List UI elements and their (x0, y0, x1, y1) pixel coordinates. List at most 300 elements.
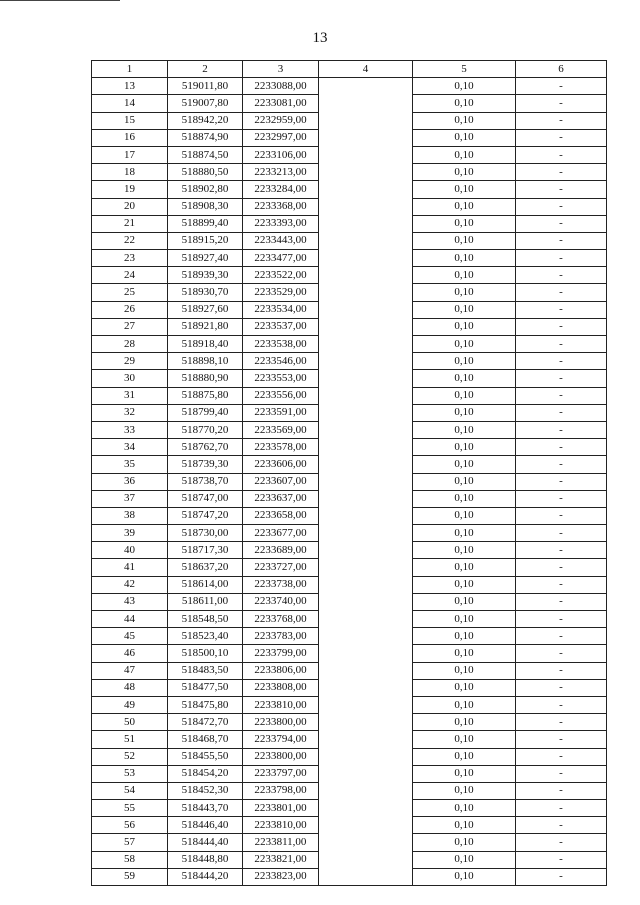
cell-col-4 (319, 800, 413, 817)
cell-y-coordinate: 2233522,00 (243, 267, 319, 284)
cell-accuracy: 0,10 (413, 439, 516, 456)
table-row (92, 628, 607, 645)
cell-col-6: - (516, 507, 607, 524)
table-row (92, 112, 607, 129)
cell-col-6: - (516, 645, 607, 662)
cell-point-number: 54 (92, 782, 168, 799)
cell-point-number: 41 (92, 559, 168, 576)
cell-point-number: 27 (92, 318, 168, 335)
cell-y-coordinate: 2233529,00 (243, 284, 319, 301)
cell-col-4 (319, 387, 413, 404)
scan-speck (268, 851, 270, 852)
table-row (92, 78, 607, 95)
cell-point-number: 59 (92, 868, 168, 885)
cell-y-coordinate: 2233800,00 (243, 714, 319, 731)
cell-x-coordinate: 518468,70 (168, 731, 243, 748)
cell-accuracy: 0,10 (413, 456, 516, 473)
cell-y-coordinate: 2233810,00 (243, 817, 319, 834)
cell-col-4 (319, 473, 413, 490)
cell-accuracy: 0,10 (413, 146, 516, 163)
cell-accuracy: 0,10 (413, 834, 516, 851)
cell-y-coordinate: 2233556,00 (243, 387, 319, 404)
cell-col-4 (319, 198, 413, 215)
table-row (92, 95, 607, 112)
cell-col-4 (319, 112, 413, 129)
cell-x-coordinate: 518738,70 (168, 473, 243, 490)
table-row (92, 525, 607, 542)
table-row (92, 387, 607, 404)
cell-accuracy: 0,10 (413, 782, 516, 799)
cell-accuracy: 0,10 (413, 525, 516, 542)
cell-point-number: 26 (92, 301, 168, 318)
table-row (92, 250, 607, 267)
cell-col-6: - (516, 576, 607, 593)
cell-accuracy: 0,10 (413, 868, 516, 885)
cell-point-number: 40 (92, 542, 168, 559)
cell-accuracy: 0,10 (413, 78, 516, 95)
cell-y-coordinate: 2233606,00 (243, 456, 319, 473)
cell-col-6: - (516, 611, 607, 628)
cell-col-4 (319, 336, 413, 353)
cell-y-coordinate: 2233637,00 (243, 490, 319, 507)
cell-y-coordinate: 2233546,00 (243, 353, 319, 370)
cell-y-coordinate: 2233534,00 (243, 301, 319, 318)
cell-y-coordinate: 2233393,00 (243, 215, 319, 232)
table-row (92, 731, 607, 748)
cell-point-number: 16 (92, 129, 168, 146)
cell-col-6: - (516, 696, 607, 713)
cell-x-coordinate: 518927,60 (168, 301, 243, 318)
header-col-1: 1 (92, 61, 168, 78)
cell-col-6: - (516, 387, 607, 404)
cell-point-number: 39 (92, 525, 168, 542)
cell-accuracy: 0,10 (413, 765, 516, 782)
cell-accuracy: 0,10 (413, 336, 516, 353)
cell-col-4 (319, 851, 413, 868)
table-row (92, 232, 607, 249)
cell-col-4 (319, 404, 413, 421)
cell-col-6: - (516, 112, 607, 129)
cell-y-coordinate: 2233806,00 (243, 662, 319, 679)
cell-y-coordinate: 2233443,00 (243, 232, 319, 249)
cell-col-4 (319, 817, 413, 834)
cell-y-coordinate: 2233798,00 (243, 782, 319, 799)
cell-y-coordinate: 2233808,00 (243, 679, 319, 696)
cell-x-coordinate: 518475,80 (168, 696, 243, 713)
cell-x-coordinate: 518446,40 (168, 817, 243, 834)
coordinates-table (91, 60, 607, 886)
cell-point-number: 13 (92, 78, 168, 95)
table-row (92, 267, 607, 284)
cell-x-coordinate: 518444,40 (168, 834, 243, 851)
cell-col-6: - (516, 78, 607, 95)
cell-x-coordinate: 518874,50 (168, 146, 243, 163)
cell-col-6: - (516, 851, 607, 868)
cell-point-number: 28 (92, 336, 168, 353)
table-row (92, 834, 607, 851)
cell-col-4 (319, 834, 413, 851)
table-row (92, 868, 607, 885)
cell-col-4 (319, 679, 413, 696)
cell-y-coordinate: 2233368,00 (243, 198, 319, 215)
cell-y-coordinate: 2233689,00 (243, 542, 319, 559)
cell-col-6: - (516, 714, 607, 731)
cell-col-4 (319, 353, 413, 370)
cell-y-coordinate: 2232959,00 (243, 112, 319, 129)
cell-accuracy: 0,10 (413, 95, 516, 112)
cell-col-6: - (516, 834, 607, 851)
cell-accuracy: 0,10 (413, 301, 516, 318)
cell-x-coordinate: 518483,50 (168, 662, 243, 679)
cell-point-number: 45 (92, 628, 168, 645)
header-col-5: 5 (413, 61, 516, 78)
cell-accuracy: 0,10 (413, 696, 516, 713)
cell-point-number: 53 (92, 765, 168, 782)
cell-accuracy: 0,10 (413, 576, 516, 593)
cell-accuracy: 0,10 (413, 714, 516, 731)
cell-col-6: - (516, 679, 607, 696)
cell-col-6: - (516, 748, 607, 765)
cell-x-coordinate: 518939,30 (168, 267, 243, 284)
cell-y-coordinate: 2233727,00 (243, 559, 319, 576)
cell-x-coordinate: 518880,50 (168, 164, 243, 181)
cell-col-6: - (516, 370, 607, 387)
cell-col-6: - (516, 336, 607, 353)
cell-point-number: 49 (92, 696, 168, 713)
cell-col-6: - (516, 817, 607, 834)
cell-accuracy: 0,10 (413, 112, 516, 129)
cell-point-number: 43 (92, 593, 168, 610)
table-row (92, 421, 607, 438)
cell-col-4 (319, 662, 413, 679)
table-row (92, 662, 607, 679)
cell-accuracy: 0,10 (413, 198, 516, 215)
cell-point-number: 17 (92, 146, 168, 163)
cell-x-coordinate: 519011,80 (168, 78, 243, 95)
scan-edge-line (0, 0, 120, 1)
cell-col-6: - (516, 782, 607, 799)
cell-x-coordinate: 518637,20 (168, 559, 243, 576)
cell-col-6: - (516, 490, 607, 507)
cell-col-4 (319, 439, 413, 456)
cell-point-number: 48 (92, 679, 168, 696)
cell-x-coordinate: 518614,00 (168, 576, 243, 593)
cell-accuracy: 0,10 (413, 507, 516, 524)
cell-x-coordinate: 518747,00 (168, 490, 243, 507)
cell-col-4 (319, 164, 413, 181)
table-row (92, 301, 607, 318)
table-row (92, 748, 607, 765)
table-row (92, 507, 607, 524)
cell-point-number: 14 (92, 95, 168, 112)
table-row (92, 800, 607, 817)
cell-y-coordinate: 2233578,00 (243, 439, 319, 456)
cell-col-6: - (516, 800, 607, 817)
cell-x-coordinate: 518477,50 (168, 679, 243, 696)
table-row (92, 559, 607, 576)
cell-col-4 (319, 576, 413, 593)
cell-col-6: - (516, 215, 607, 232)
table-row (92, 696, 607, 713)
cell-col-6: - (516, 868, 607, 885)
cell-col-6: - (516, 559, 607, 576)
cell-x-coordinate: 518898,10 (168, 353, 243, 370)
cell-col-6: - (516, 232, 607, 249)
cell-col-6: - (516, 146, 607, 163)
header-col-3: 3 (243, 61, 319, 78)
table-row (92, 456, 607, 473)
cell-point-number: 42 (92, 576, 168, 593)
cell-point-number: 18 (92, 164, 168, 181)
cell-y-coordinate: 2233801,00 (243, 800, 319, 817)
cell-col-4 (319, 78, 413, 95)
cell-x-coordinate: 518899,40 (168, 215, 243, 232)
cell-point-number: 20 (92, 198, 168, 215)
table-row (92, 370, 607, 387)
cell-accuracy: 0,10 (413, 232, 516, 249)
header-row (92, 61, 607, 78)
cell-x-coordinate: 518875,80 (168, 387, 243, 404)
cell-point-number: 25 (92, 284, 168, 301)
cell-accuracy: 0,10 (413, 731, 516, 748)
cell-point-number: 32 (92, 404, 168, 421)
table-row (92, 129, 607, 146)
cell-col-4 (319, 146, 413, 163)
table-row (92, 679, 607, 696)
cell-accuracy: 0,10 (413, 611, 516, 628)
cell-point-number: 58 (92, 851, 168, 868)
table-body (92, 78, 607, 886)
cell-point-number: 24 (92, 267, 168, 284)
cell-point-number: 21 (92, 215, 168, 232)
cell-x-coordinate: 518730,00 (168, 525, 243, 542)
cell-col-4 (319, 232, 413, 249)
cell-col-4 (319, 765, 413, 782)
cell-y-coordinate: 2233740,00 (243, 593, 319, 610)
table-row (92, 765, 607, 782)
cell-accuracy: 0,10 (413, 593, 516, 610)
table-row (92, 611, 607, 628)
cell-point-number: 30 (92, 370, 168, 387)
cell-y-coordinate: 2233797,00 (243, 765, 319, 782)
cell-x-coordinate: 518455,50 (168, 748, 243, 765)
cell-point-number: 50 (92, 714, 168, 731)
page-number: 13 (312, 30, 328, 46)
cell-x-coordinate: 518747,20 (168, 507, 243, 524)
cell-x-coordinate: 518930,70 (168, 284, 243, 301)
cell-col-4 (319, 868, 413, 885)
cell-col-4 (319, 95, 413, 112)
cell-x-coordinate: 518918,40 (168, 336, 243, 353)
cell-col-4 (319, 215, 413, 232)
cell-col-6: - (516, 181, 607, 198)
cell-x-coordinate: 518472,70 (168, 714, 243, 731)
table-row (92, 164, 607, 181)
cell-col-4 (319, 129, 413, 146)
cell-col-6: - (516, 164, 607, 181)
cell-accuracy: 0,10 (413, 164, 516, 181)
cell-x-coordinate: 518874,90 (168, 129, 243, 146)
cell-col-6: - (516, 198, 607, 215)
cell-x-coordinate: 518799,40 (168, 404, 243, 421)
cell-y-coordinate: 2233677,00 (243, 525, 319, 542)
cell-col-4 (319, 542, 413, 559)
cell-x-coordinate: 518548,50 (168, 611, 243, 628)
cell-y-coordinate: 2233768,00 (243, 611, 319, 628)
cell-col-4 (319, 628, 413, 645)
cell-col-4 (319, 318, 413, 335)
cell-accuracy: 0,10 (413, 181, 516, 198)
cell-col-4 (319, 559, 413, 576)
cell-col-4 (319, 301, 413, 318)
cell-x-coordinate: 518500,10 (168, 645, 243, 662)
header-col-2: 2 (168, 61, 243, 78)
cell-accuracy: 0,10 (413, 250, 516, 267)
cell-y-coordinate: 2233783,00 (243, 628, 319, 645)
cell-accuracy: 0,10 (413, 542, 516, 559)
table-row (92, 576, 607, 593)
cell-x-coordinate: 518880,90 (168, 370, 243, 387)
table-header (92, 61, 607, 78)
cell-col-6: - (516, 404, 607, 421)
cell-x-coordinate: 519007,80 (168, 95, 243, 112)
cell-y-coordinate: 2233799,00 (243, 645, 319, 662)
cell-point-number: 29 (92, 353, 168, 370)
cell-col-4 (319, 421, 413, 438)
cell-col-6: - (516, 765, 607, 782)
cell-point-number: 19 (92, 181, 168, 198)
cell-col-4 (319, 507, 413, 524)
cell-y-coordinate: 2233106,00 (243, 146, 319, 163)
cell-y-coordinate: 2233569,00 (243, 421, 319, 438)
cell-accuracy: 0,10 (413, 353, 516, 370)
cell-accuracy: 0,10 (413, 559, 516, 576)
cell-accuracy: 0,10 (413, 490, 516, 507)
table-row (92, 439, 607, 456)
cell-col-6: - (516, 421, 607, 438)
cell-col-6: - (516, 439, 607, 456)
cell-x-coordinate: 518908,30 (168, 198, 243, 215)
cell-accuracy: 0,10 (413, 421, 516, 438)
cell-col-4 (319, 593, 413, 610)
cell-x-coordinate: 518717,30 (168, 542, 243, 559)
cell-x-coordinate: 518443,70 (168, 800, 243, 817)
cell-point-number: 36 (92, 473, 168, 490)
cell-accuracy: 0,10 (413, 129, 516, 146)
cell-col-6: - (516, 731, 607, 748)
cell-x-coordinate: 518448,80 (168, 851, 243, 868)
cell-x-coordinate: 518523,40 (168, 628, 243, 645)
cell-col-4 (319, 284, 413, 301)
cell-x-coordinate: 518762,70 (168, 439, 243, 456)
cell-x-coordinate: 518921,80 (168, 318, 243, 335)
cell-y-coordinate: 2233213,00 (243, 164, 319, 181)
cell-point-number: 55 (92, 800, 168, 817)
table-row (92, 215, 607, 232)
cell-x-coordinate: 518770,20 (168, 421, 243, 438)
table-row (92, 851, 607, 868)
cell-y-coordinate: 2233823,00 (243, 868, 319, 885)
cell-point-number: 46 (92, 645, 168, 662)
cell-x-coordinate: 518454,20 (168, 765, 243, 782)
cell-y-coordinate: 2232997,00 (243, 129, 319, 146)
cell-col-6: - (516, 542, 607, 559)
header-col-4: 4 (319, 61, 413, 78)
cell-x-coordinate: 518915,20 (168, 232, 243, 249)
cell-y-coordinate: 2233081,00 (243, 95, 319, 112)
cell-y-coordinate: 2233658,00 (243, 507, 319, 524)
cell-y-coordinate: 2233794,00 (243, 731, 319, 748)
cell-point-number: 56 (92, 817, 168, 834)
cell-point-number: 34 (92, 439, 168, 456)
table-row (92, 542, 607, 559)
cell-col-6: - (516, 129, 607, 146)
cell-col-4 (319, 267, 413, 284)
cell-x-coordinate: 518452,30 (168, 782, 243, 799)
cell-col-6: - (516, 95, 607, 112)
cell-point-number: 31 (92, 387, 168, 404)
cell-col-6: - (516, 662, 607, 679)
cell-y-coordinate: 2233800,00 (243, 748, 319, 765)
table-row (92, 714, 607, 731)
cell-accuracy: 0,10 (413, 404, 516, 421)
cell-col-4 (319, 645, 413, 662)
table-row (92, 404, 607, 421)
cell-col-4 (319, 696, 413, 713)
cell-accuracy: 0,10 (413, 748, 516, 765)
table-row (92, 473, 607, 490)
cell-col-6: - (516, 456, 607, 473)
cell-y-coordinate: 2233553,00 (243, 370, 319, 387)
cell-x-coordinate: 518739,30 (168, 456, 243, 473)
cell-point-number: 22 (92, 232, 168, 249)
cell-col-6: - (516, 301, 607, 318)
cell-col-6: - (516, 318, 607, 335)
cell-y-coordinate: 2233591,00 (243, 404, 319, 421)
cell-x-coordinate: 518927,40 (168, 250, 243, 267)
table-row (92, 181, 607, 198)
table-row (92, 490, 607, 507)
table-row (92, 284, 607, 301)
cell-col-6: - (516, 353, 607, 370)
cell-col-4 (319, 748, 413, 765)
table-row (92, 336, 607, 353)
cell-col-6: - (516, 525, 607, 542)
cell-y-coordinate: 2233538,00 (243, 336, 319, 353)
cell-point-number: 52 (92, 748, 168, 765)
cell-x-coordinate: 518942,20 (168, 112, 243, 129)
table-row (92, 645, 607, 662)
cell-y-coordinate: 2233537,00 (243, 318, 319, 335)
cell-col-6: - (516, 593, 607, 610)
table-row (92, 318, 607, 335)
table-row (92, 817, 607, 834)
cell-x-coordinate: 518611,00 (168, 593, 243, 610)
cell-col-4 (319, 731, 413, 748)
cell-point-number: 15 (92, 112, 168, 129)
cell-point-number: 37 (92, 490, 168, 507)
cell-accuracy: 0,10 (413, 817, 516, 834)
cell-point-number: 35 (92, 456, 168, 473)
cell-point-number: 33 (92, 421, 168, 438)
cell-accuracy: 0,10 (413, 267, 516, 284)
cell-accuracy: 0,10 (413, 628, 516, 645)
cell-point-number: 44 (92, 611, 168, 628)
cell-accuracy: 0,10 (413, 645, 516, 662)
cell-accuracy: 0,10 (413, 679, 516, 696)
cell-col-4 (319, 714, 413, 731)
table-row (92, 198, 607, 215)
